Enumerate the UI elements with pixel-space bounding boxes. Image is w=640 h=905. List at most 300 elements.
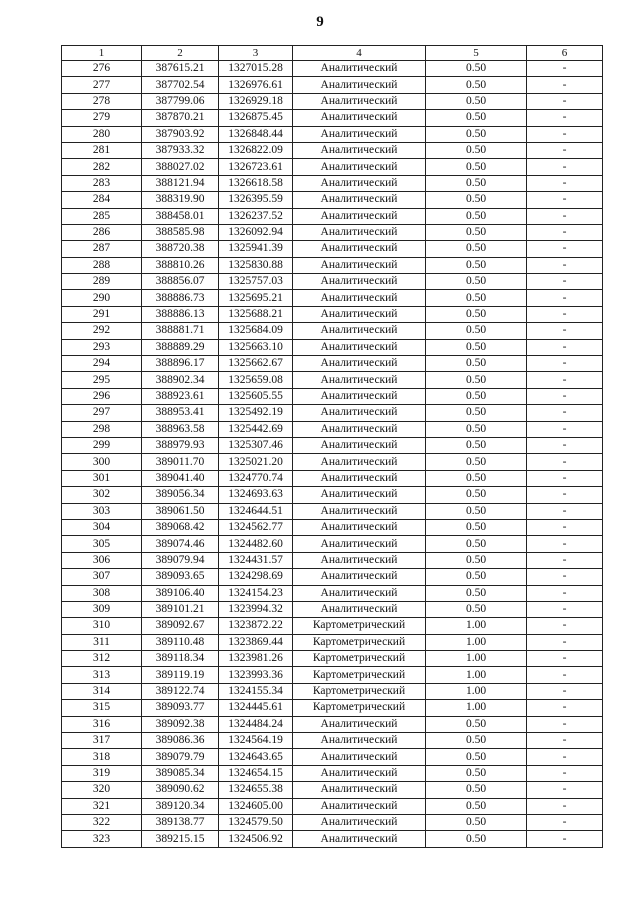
x-coordinate-cell: 389106.40 [142,585,219,601]
y-coordinate-cell: 1326618.58 [219,175,293,191]
column-header: 2 [142,46,219,61]
table-row [62,339,603,355]
point-number-cell: 315 [62,700,142,716]
table-row [62,569,603,585]
table-row [62,192,603,208]
x-coordinate-cell: 388886.73 [142,290,219,306]
y-coordinate-cell: 1323994.32 [219,601,293,617]
table-row [62,61,603,77]
point-number-cell: 276 [62,61,142,77]
accuracy-cell: 0.50 [426,552,527,568]
point-number-cell: 299 [62,437,142,453]
y-coordinate-cell: 1326092.94 [219,224,293,240]
accuracy-cell: 0.50 [426,126,527,142]
note-cell: - [527,306,603,322]
table-row [62,290,603,306]
note-cell: - [527,569,603,585]
y-coordinate-cell: 1324605.00 [219,798,293,814]
y-coordinate-cell: 1326976.61 [219,77,293,93]
y-coordinate-cell: 1323872.22 [219,618,293,634]
table-row [62,356,603,372]
table-row [62,651,603,667]
method-cell: Аналитический [293,569,426,585]
accuracy-cell: 0.50 [426,470,527,486]
accuracy-cell: 0.50 [426,224,527,240]
method-cell: Аналитический [293,749,426,765]
point-number-cell: 285 [62,208,142,224]
y-coordinate-cell: 1326875.45 [219,110,293,126]
note-cell: - [527,749,603,765]
y-coordinate-cell: 1325492.19 [219,405,293,421]
accuracy-cell: 0.50 [426,765,527,781]
table-row [62,814,603,830]
method-cell: Аналитический [293,93,426,109]
note-cell: - [527,552,603,568]
x-coordinate-cell: 388923.61 [142,388,219,404]
y-coordinate-cell: 1325659.08 [219,372,293,388]
y-coordinate-cell: 1327015.28 [219,61,293,77]
note-cell: - [527,77,603,93]
table-row [62,306,603,322]
point-number-cell: 323 [62,831,142,847]
accuracy-cell: 0.50 [426,339,527,355]
accuracy-cell: 0.50 [426,274,527,290]
table-row [62,618,603,634]
note-cell: - [527,323,603,339]
accuracy-cell: 0.50 [426,110,527,126]
method-cell: Аналитический [293,339,426,355]
method-cell: Аналитический [293,356,426,372]
table-row [62,519,603,535]
method-cell: Аналитический [293,159,426,175]
point-number-cell: 281 [62,142,142,158]
point-number-cell: 298 [62,421,142,437]
note-cell: - [527,208,603,224]
x-coordinate-cell: 389011.70 [142,454,219,470]
point-number-cell: 293 [62,339,142,355]
note-cell: - [527,782,603,798]
y-coordinate-cell: 1324644.51 [219,503,293,519]
y-coordinate-cell: 1325688.21 [219,306,293,322]
note-cell: - [527,339,603,355]
point-number-cell: 314 [62,683,142,699]
x-coordinate-cell: 389068.42 [142,519,219,535]
y-coordinate-cell: 1325662.67 [219,356,293,372]
accuracy-cell: 1.00 [426,683,527,699]
point-number-cell: 307 [62,569,142,585]
table-row [62,93,603,109]
y-coordinate-cell: 1325605.55 [219,388,293,404]
point-number-cell: 304 [62,519,142,535]
table-row [62,552,603,568]
table-row [62,798,603,814]
y-coordinate-cell: 1324155.34 [219,683,293,699]
point-number-cell: 279 [62,110,142,126]
point-number-cell: 308 [62,585,142,601]
method-cell: Аналитический [293,454,426,470]
y-coordinate-cell: 1326822.09 [219,142,293,158]
x-coordinate-cell: 389092.38 [142,716,219,732]
x-coordinate-cell: 388585.98 [142,224,219,240]
method-cell: Картометрический [293,618,426,634]
y-coordinate-cell: 1324154.23 [219,585,293,601]
y-coordinate-cell: 1324298.69 [219,569,293,585]
table-row [62,224,603,240]
x-coordinate-cell: 389093.77 [142,700,219,716]
point-number-cell: 305 [62,536,142,552]
point-number-cell: 282 [62,159,142,175]
y-coordinate-cell: 1323869.44 [219,634,293,650]
x-coordinate-cell: 387903.92 [142,126,219,142]
note-cell: - [527,356,603,372]
accuracy-cell: 0.50 [426,716,527,732]
x-coordinate-cell: 389079.94 [142,552,219,568]
method-cell: Аналитический [293,716,426,732]
table-row [62,765,603,781]
accuracy-cell: 0.50 [426,536,527,552]
accuracy-cell: 0.50 [426,93,527,109]
y-coordinate-cell: 1325021.20 [219,454,293,470]
method-cell: Аналитический [293,192,426,208]
table-header-row [62,46,603,61]
note-cell: - [527,110,603,126]
y-coordinate-cell: 1325684.09 [219,323,293,339]
accuracy-cell: 0.50 [426,257,527,273]
method-cell: Аналитический [293,503,426,519]
table-row [62,175,603,191]
note-cell: - [527,651,603,667]
method-cell: Картометрический [293,700,426,716]
note-cell: - [527,519,603,535]
table-row [62,208,603,224]
accuracy-cell: 0.50 [426,241,527,257]
method-cell: Аналитический [293,175,426,191]
table-row [62,536,603,552]
point-number-cell: 292 [62,323,142,339]
point-number-cell: 286 [62,224,142,240]
note-cell: - [527,93,603,109]
accuracy-cell: 0.50 [426,749,527,765]
y-coordinate-cell: 1326929.18 [219,93,293,109]
point-number-cell: 320 [62,782,142,798]
point-number-cell: 312 [62,651,142,667]
table-row [62,454,603,470]
x-coordinate-cell: 387702.54 [142,77,219,93]
x-coordinate-cell: 389079.79 [142,749,219,765]
method-cell: Аналитический [293,552,426,568]
accuracy-cell: 0.50 [426,814,527,830]
y-coordinate-cell: 1325830.88 [219,257,293,273]
table-row [62,782,603,798]
accuracy-cell: 0.50 [426,175,527,191]
method-cell: Аналитический [293,257,426,273]
x-coordinate-cell: 388902.34 [142,372,219,388]
x-coordinate-cell: 389215.15 [142,831,219,847]
y-coordinate-cell: 1323981.26 [219,651,293,667]
method-cell: Картометрический [293,651,426,667]
x-coordinate-cell: 388889.29 [142,339,219,355]
y-coordinate-cell: 1324655.38 [219,782,293,798]
table-row [62,110,603,126]
method-cell: Аналитический [293,372,426,388]
y-coordinate-cell: 1324654.15 [219,765,293,781]
y-coordinate-cell: 1324643.65 [219,749,293,765]
x-coordinate-cell: 387870.21 [142,110,219,126]
point-number-cell: 313 [62,667,142,683]
y-coordinate-cell: 1324770.74 [219,470,293,486]
table-row [62,142,603,158]
x-coordinate-cell: 387933.32 [142,142,219,158]
y-coordinate-cell: 1324482.60 [219,536,293,552]
note-cell: - [527,257,603,273]
note-cell: - [527,716,603,732]
method-cell: Аналитический [293,290,426,306]
column-header: 4 [293,46,426,61]
x-coordinate-cell: 388953.41 [142,405,219,421]
note-cell: - [527,388,603,404]
table-row [62,421,603,437]
note-cell: - [527,585,603,601]
y-coordinate-cell: 1324564.19 [219,733,293,749]
table-row [62,601,603,617]
note-cell: - [527,487,603,503]
table-row [62,257,603,273]
x-coordinate-cell: 389074.46 [142,536,219,552]
accuracy-cell: 1.00 [426,651,527,667]
method-cell: Аналитический [293,224,426,240]
table-row [62,716,603,732]
method-cell: Аналитический [293,733,426,749]
accuracy-cell: 0.50 [426,356,527,372]
y-coordinate-cell: 1324445.61 [219,700,293,716]
accuracy-cell: 0.50 [426,159,527,175]
method-cell: Аналитический [293,405,426,421]
table-row [62,487,603,503]
x-coordinate-cell: 389056.34 [142,487,219,503]
point-number-cell: 316 [62,716,142,732]
note-cell: - [527,126,603,142]
table-row [62,585,603,601]
x-coordinate-cell: 389118.34 [142,651,219,667]
table-row [62,274,603,290]
table-row [62,159,603,175]
note-cell: - [527,159,603,175]
y-coordinate-cell: 1325307.46 [219,437,293,453]
point-number-cell: 284 [62,192,142,208]
accuracy-cell: 0.50 [426,421,527,437]
x-coordinate-cell: 389138.77 [142,814,219,830]
table-row [62,470,603,486]
x-coordinate-cell: 389122.74 [142,683,219,699]
note-cell: - [527,290,603,306]
table-row [62,323,603,339]
x-coordinate-cell: 388896.17 [142,356,219,372]
point-number-cell: 288 [62,257,142,273]
point-number-cell: 306 [62,552,142,568]
note-cell: - [527,142,603,158]
note-cell: - [527,700,603,716]
note-cell: - [527,224,603,240]
x-coordinate-cell: 389061.50 [142,503,219,519]
accuracy-cell: 0.50 [426,208,527,224]
point-number-cell: 321 [62,798,142,814]
accuracy-cell: 1.00 [426,634,527,650]
note-cell: - [527,536,603,552]
method-cell: Аналитический [293,61,426,77]
method-cell: Аналитический [293,208,426,224]
table-row [62,372,603,388]
x-coordinate-cell: 389119.19 [142,667,219,683]
note-cell: - [527,454,603,470]
note-cell: - [527,683,603,699]
method-cell: Аналитический [293,323,426,339]
note-cell: - [527,618,603,634]
point-number-cell: 318 [62,749,142,765]
method-cell: Аналитический [293,388,426,404]
x-coordinate-cell: 389086.36 [142,733,219,749]
point-number-cell: 280 [62,126,142,142]
column-header: 5 [426,46,527,61]
accuracy-cell: 0.50 [426,405,527,421]
column-header: 1 [62,46,142,61]
page-number: 9 [316,14,324,30]
accuracy-cell: 0.50 [426,388,527,404]
accuracy-cell: 0.50 [426,798,527,814]
point-number-cell: 295 [62,372,142,388]
point-number-cell: 309 [62,601,142,617]
note-cell: - [527,503,603,519]
point-number-cell: 277 [62,77,142,93]
method-cell: Аналитический [293,536,426,552]
y-coordinate-cell: 1326723.61 [219,159,293,175]
x-coordinate-cell: 388963.58 [142,421,219,437]
accuracy-cell: 0.50 [426,503,527,519]
note-cell: - [527,192,603,208]
accuracy-cell: 1.00 [426,700,527,716]
note-cell: - [527,241,603,257]
x-coordinate-cell: 388856.07 [142,274,219,290]
point-number-cell: 287 [62,241,142,257]
method-cell: Аналитический [293,274,426,290]
x-coordinate-cell: 388027.02 [142,159,219,175]
accuracy-cell: 0.50 [426,569,527,585]
table-row [62,437,603,453]
y-coordinate-cell: 1325695.21 [219,290,293,306]
method-cell: Аналитический [293,110,426,126]
accuracy-cell: 1.00 [426,618,527,634]
note-cell: - [527,274,603,290]
table-row [62,733,603,749]
y-coordinate-cell: 1326848.44 [219,126,293,142]
accuracy-cell: 0.50 [426,831,527,847]
accuracy-cell: 0.50 [426,306,527,322]
note-cell: - [527,421,603,437]
x-coordinate-cell: 387799.06 [142,93,219,109]
accuracy-cell: 0.50 [426,585,527,601]
table-row [62,388,603,404]
point-number-cell: 296 [62,388,142,404]
y-coordinate-cell: 1324484.24 [219,716,293,732]
y-coordinate-cell: 1325442.69 [219,421,293,437]
x-coordinate-cell: 388121.94 [142,175,219,191]
accuracy-cell: 0.50 [426,77,527,93]
method-cell: Аналитический [293,306,426,322]
point-number-cell: 303 [62,503,142,519]
method-cell: Аналитический [293,831,426,847]
accuracy-cell: 0.50 [426,519,527,535]
point-number-cell: 294 [62,356,142,372]
y-coordinate-cell: 1323993.36 [219,667,293,683]
note-cell: - [527,601,603,617]
point-number-cell: 290 [62,290,142,306]
table-row [62,241,603,257]
method-cell: Картометрический [293,683,426,699]
table-row [62,749,603,765]
method-cell: Аналитический [293,782,426,798]
x-coordinate-cell: 388886.13 [142,306,219,322]
x-coordinate-cell: 389090.62 [142,782,219,798]
x-coordinate-cell: 388319.90 [142,192,219,208]
y-coordinate-cell: 1324579.50 [219,814,293,830]
note-cell: - [527,175,603,191]
x-coordinate-cell: 389085.34 [142,765,219,781]
method-cell: Аналитический [293,585,426,601]
table-row [62,405,603,421]
x-coordinate-cell: 389092.67 [142,618,219,634]
x-coordinate-cell: 389041.40 [142,470,219,486]
note-cell: - [527,61,603,77]
column-header: 6 [527,46,603,61]
note-cell: - [527,831,603,847]
y-coordinate-cell: 1324693.63 [219,487,293,503]
method-cell: Аналитический [293,519,426,535]
point-number-cell: 283 [62,175,142,191]
note-cell: - [527,437,603,453]
method-cell: Аналитический [293,814,426,830]
point-number-cell: 278 [62,93,142,109]
method-cell: Аналитический [293,470,426,486]
accuracy-cell: 0.50 [426,487,527,503]
point-number-cell: 302 [62,487,142,503]
point-number-cell: 322 [62,814,142,830]
method-cell: Аналитический [293,798,426,814]
note-cell: - [527,765,603,781]
point-number-cell: 291 [62,306,142,322]
method-cell: Аналитический [293,142,426,158]
accuracy-cell: 1.00 [426,667,527,683]
accuracy-cell: 0.50 [426,733,527,749]
y-coordinate-cell: 1324506.92 [219,831,293,847]
table-row [62,700,603,716]
point-number-cell: 300 [62,454,142,470]
point-number-cell: 317 [62,733,142,749]
table-row [62,503,603,519]
method-cell: Аналитический [293,601,426,617]
x-coordinate-cell: 388881.71 [142,323,219,339]
y-coordinate-cell: 1326237.52 [219,208,293,224]
accuracy-cell: 0.50 [426,192,527,208]
x-coordinate-cell: 389101.21 [142,601,219,617]
method-cell: Аналитический [293,241,426,257]
note-cell: - [527,798,603,814]
note-cell: - [527,667,603,683]
y-coordinate-cell: 1325757.03 [219,274,293,290]
point-number-cell: 297 [62,405,142,421]
point-number-cell: 301 [62,470,142,486]
table-row [62,77,603,93]
x-coordinate-cell: 387615.21 [142,61,219,77]
y-coordinate-cell: 1325941.39 [219,241,293,257]
